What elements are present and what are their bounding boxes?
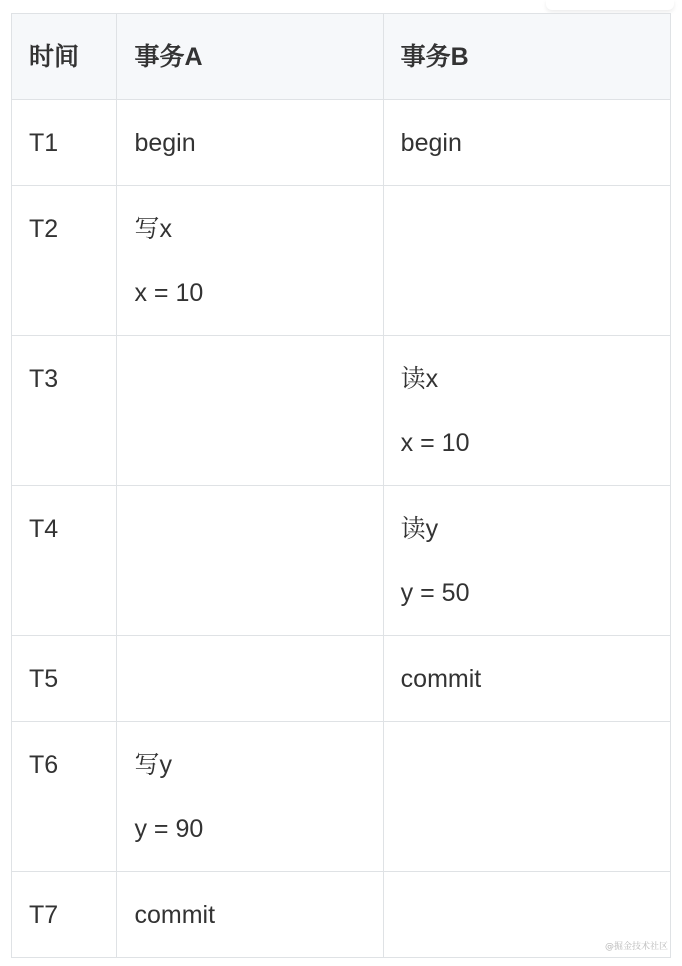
transaction-a-cell: [117, 872, 383, 958]
transaction-b-cell: [383, 186, 670, 336]
value-text: y = 90: [134, 815, 204, 843]
transaction-a-cell: [117, 186, 383, 336]
operation-text: begin: [400, 129, 462, 157]
popup-edge: [546, 0, 674, 10]
operation-text: 读x: [400, 365, 439, 393]
time-label: T2: [29, 215, 59, 243]
operation-text: commit: [400, 665, 482, 693]
transaction-b-cell: [383, 336, 670, 486]
time-cell: [12, 486, 117, 636]
time-label: T7: [29, 901, 59, 929]
time-label: T5: [29, 665, 59, 693]
header-transaction-b: 事务B: [383, 14, 670, 100]
time-label: T3: [29, 365, 59, 393]
header-transaction-a: 事务A: [117, 14, 383, 100]
time-cell: [12, 186, 117, 336]
watermark: @掘金技术社区: [604, 942, 668, 952]
table-row: [12, 872, 671, 958]
transaction-b-cell: [383, 486, 670, 636]
transaction-b-cell: [383, 636, 670, 722]
table-row: [12, 336, 671, 486]
transaction-a-cell: [117, 100, 383, 186]
time-label: T6: [29, 751, 59, 779]
time-label: T1: [29, 129, 59, 157]
value-text: x = 10: [134, 279, 204, 307]
transaction-a-cell: [117, 336, 383, 486]
table-row: [12, 186, 671, 336]
table-row: [12, 636, 671, 722]
table-row: [12, 100, 671, 186]
operation-text: 写y: [134, 751, 172, 779]
time-label: T4: [29, 515, 59, 543]
transaction-b-cell: [383, 100, 670, 186]
time-cell: [12, 336, 117, 486]
transaction-a-cell: [117, 636, 383, 722]
header-time: 时间: [12, 14, 117, 100]
table-row: [12, 486, 671, 636]
time-cell: [12, 872, 117, 958]
transaction-table: [11, 13, 671, 958]
operation-text: begin: [134, 129, 196, 157]
time-cell: [12, 636, 117, 722]
transaction-a-cell: [117, 486, 383, 636]
value-text: y = 50: [400, 579, 470, 607]
transaction-b-cell: [383, 722, 670, 872]
time-cell: [12, 722, 117, 872]
value-text: x = 10: [400, 429, 470, 457]
operation-text: 读y: [400, 515, 439, 543]
table-header-row: [12, 14, 671, 100]
table-row: [12, 722, 671, 872]
transaction-a-cell: [117, 722, 383, 872]
operation-text: commit: [134, 901, 216, 929]
operation-text: 写x: [134, 215, 172, 243]
time-cell: [12, 100, 117, 186]
